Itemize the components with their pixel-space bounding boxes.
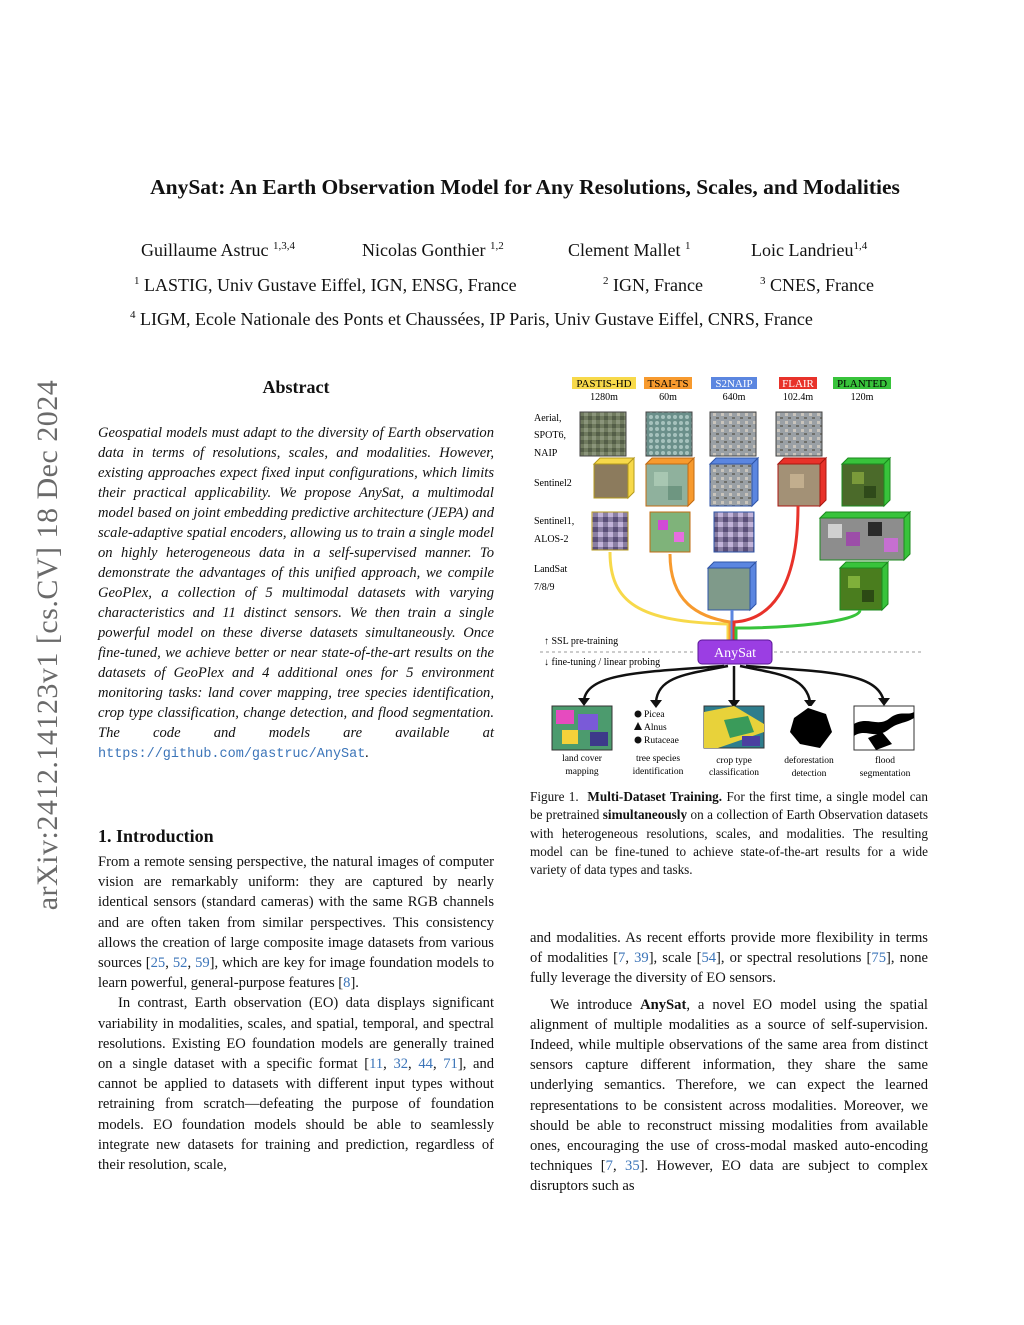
intro-paragraph-2: In contrast, Earth observation (EO) data displays significant variability in modalities, scales, and spatial, temporal, and spectral resolutions. Existing EO foundation models are generally trained on a single dataset with a specific format [11, 32, 44, 71], and cannot be applied to datasets with different input types without retraining from scratch—defeating the purpose of foundation models. EO foundation models should be able to seamlessly integrate new datasets for training and prediction, regardless of their resolution, scale, (98, 995, 495, 1174)
task-deforestation (786, 706, 836, 750)
citation[interactable]: 7 (618, 950, 626, 967)
task-labels (562, 754, 910, 779)
task-label: detection (791, 769, 827, 779)
dataset-scale: 102.4m (782, 392, 814, 403)
affiliation-4: $^4$ LIGM, Ecole Nationale des Ponts et Chaussées, IP Paris, Univ Gustave Eiffel, CNRS, France (130, 309, 813, 329)
modality-labels (534, 413, 574, 593)
arxiv-id: arXiv:2412.14123v1 [cs.CV] 18 Dec 2024 (31, 379, 64, 911)
ssl-label: ↑ SSL pre-training (544, 636, 619, 647)
right-column-body (530, 928, 928, 1197)
modality-label: Sentinel1, (534, 516, 575, 527)
species-label: Picea (644, 710, 665, 720)
author-3: Clement Mallet $^1$ (568, 240, 691, 260)
dataset-header-flair (779, 377, 817, 403)
arxiv-stamp (28, 350, 68, 940)
tile-aerial-flair (776, 412, 822, 456)
modality-label: 7/8/9 (534, 582, 555, 593)
task-label: classification (708, 768, 760, 778)
task-label: mapping (565, 767, 599, 777)
paper-title: AnySat: An Earth Observation Model for Any Resolutions, Scales, and Modalities (150, 175, 900, 199)
dataset-name: TSAI-TS (647, 378, 689, 390)
citation[interactable]: 39 (634, 950, 649, 967)
dataset-header-s2naip (711, 377, 757, 403)
task-label: tree species (635, 754, 681, 764)
species-legend (634, 710, 679, 746)
intro-body (98, 852, 494, 1175)
tile-s2-tsai (646, 458, 694, 506)
leaf-icon (635, 737, 642, 744)
dataset-name: FLAIR (782, 378, 814, 390)
dataset-header-planted (833, 377, 891, 403)
task-label: segmentation (859, 769, 911, 779)
citation[interactable]: 59 (195, 955, 210, 972)
tile-s1-planted (820, 512, 910, 560)
task-flood (854, 706, 914, 750)
tile-aerial-tsai (646, 412, 692, 456)
right-paragraph-2: We introduce AnySat, a novel EO model using the spatial alignment of multiple modalities as a source of self-supervision. Indeed, while multiple observations of the same area from distinct sensors capture different information, they share the same underlying semantics. Therefore, we can expect the learned representations to be consistent across modalities. Moreover, we should be able to reconstruct missing modalities from available ones, encouraging the use of cross-modal masked auto-encoding techniques [7, 35]. However, EO data are subject to complex disruptors such as (530, 996, 928, 1195)
citation[interactable]: 32 (393, 1056, 409, 1073)
flow-line-planted (736, 610, 860, 644)
tile-aerial-pastis (580, 412, 626, 456)
figure-caption: Figure 1. Multi-Dataset Training. For the first time, a single model can be pretrained simultaneously on a collection of Earth Observation datasets with heterogeneous resolutions, scales, and modalities. The resulting model can be fine-tuned to achieve state-of-the-art results for a wide variety of data types and tasks. (530, 789, 928, 878)
arrow-deforest (740, 666, 810, 702)
citation[interactable]: 52 (172, 955, 188, 972)
citation[interactable]: 44 (418, 1056, 433, 1073)
affiliation-1: $^1$ LASTIG, Univ Gustave Eiffel, IGN, ENSG, France (134, 275, 517, 295)
citation[interactable]: 71 (443, 1056, 458, 1073)
task-label: deforestation (784, 756, 834, 766)
affiliation-2: $^2$ IGN, France (603, 275, 703, 295)
citation[interactable]: 75 (871, 950, 886, 967)
affiliation-3: $^3$ CNES, France (760, 275, 874, 295)
modality-label: ALOS-2 (534, 534, 569, 545)
anysat-label: AnySat (714, 646, 756, 661)
citation[interactable]: 54 (701, 950, 717, 967)
citation[interactable]: 7 (605, 1158, 613, 1175)
author-1: Guillaume Astruc $^{1,3,4}$ (141, 240, 295, 260)
intro-paragraph-1: From a remote sensing perspective, the natural images of computer vision are remarkably uniform: they are captured by nearly identical sensors (standard cameras) with the same RGB channels and are often taken from similar perspectives. This consistency allows the creation of large composite image datasets from various sources [25, 52, 59], which are key for image foundation models to learn powerful, general-purpose features [8]. (98, 854, 494, 992)
tile-landsat-planted (840, 562, 888, 610)
author-2: Nicolas Gonthier $^{1,2}$ (362, 240, 504, 260)
anysat-model-box (698, 640, 772, 664)
task-label: flood (874, 756, 896, 766)
task-land-cover (552, 706, 612, 750)
figure-1 (528, 372, 928, 782)
tile-s2-s2naip (710, 458, 758, 506)
dataset-scale: 640m (722, 392, 746, 403)
output-arrows (584, 666, 884, 702)
dataset-scale: 1280m (590, 392, 618, 403)
tile-s1-s2naip (714, 512, 754, 552)
tile-grid (580, 412, 910, 610)
right-paragraph-1: and modalities. As recent efforts provide more flexibility in terms of modalities [7, 39], scale [54], or spectral resolutions [75], none fully leverage the diversity of EO sensors. (530, 930, 928, 987)
dataset-scale: 120m (850, 392, 874, 403)
leaf-icon (635, 711, 642, 718)
tile-s1-pastis (592, 512, 628, 550)
dataset-scale: 60m (659, 392, 677, 403)
citation[interactable]: 11 (369, 1056, 384, 1073)
dataset-name: PLANTED (836, 378, 888, 390)
finetune-label: ↓ fine-tuning / linear probing (544, 657, 661, 668)
modality-label: NAIP (534, 448, 558, 459)
species-label: Rutaceae (644, 736, 679, 746)
tree-icon (634, 722, 642, 730)
author-4: Loic Landrieu$^{1,4}$ (751, 240, 868, 260)
modality-label: Sentinel2 (534, 478, 572, 489)
tile-s2-planted (842, 458, 890, 506)
citation[interactable]: 8 (343, 975, 351, 992)
tile-landsat-s2naip (708, 562, 756, 610)
task-label: land cover (562, 754, 602, 764)
modality-label: SPOT6, (534, 430, 566, 441)
dataset-name: S2NAIP (715, 378, 753, 390)
citation[interactable]: 25 (150, 955, 166, 972)
abstract-body: Geospatial models must adapt to the diversity of Earth observation data in terms of resolutions, scales, and modalities. However, existing approaches expect fixed input configurations, which limits their practical applicability. We propose AnySat, a multimodal model based on joint embedding predictive architecture (JEPA) and scale-adaptive spatial encoders, allowing us to train a single model on highly heterogeneous data in a self-supervised manner. To demonstrate the advantages of this unified approach, we compile GeoPlex, a collection of 5 multimodal datasets with varying characteristics and 11 distinct sensors. We then train a single powerful model on these diverse datasets simultaneously. Once fine-tuned, we achieve better or near state-of-the-art results on the datasets of GeoPlex and 4 additional ones for 5 environment monitoring tasks: land cover mapping, tree species identification, crop type classification, change detection, and flood segmentation. The code and models are available at https://github.com/gastruc/AnySat. (98, 425, 494, 762)
task-crop-type (704, 706, 764, 748)
tile-aerial-s2naip (710, 412, 756, 456)
tile-s2-flair (778, 458, 826, 506)
tile-s1-tsai (650, 512, 690, 552)
intro-heading: 1. Introduction (98, 826, 214, 846)
modality-label: LandSat (534, 564, 568, 575)
modality-label: Aerial, (534, 413, 562, 424)
dataset-header-tsai (644, 377, 692, 403)
tile-s2-pastis (594, 458, 634, 498)
species-label: Alnus (644, 723, 667, 733)
dataset-name: PASTIS-HD (576, 378, 632, 390)
code-link[interactable]: https://github.com/gastruc/AnySat (98, 747, 366, 762)
task-label: identification (632, 767, 684, 777)
task-label: crop type (716, 756, 752, 766)
abstract-heading: Abstract (262, 377, 330, 397)
citation[interactable]: 35 (625, 1158, 640, 1175)
dataset-header-pastis (572, 377, 636, 403)
